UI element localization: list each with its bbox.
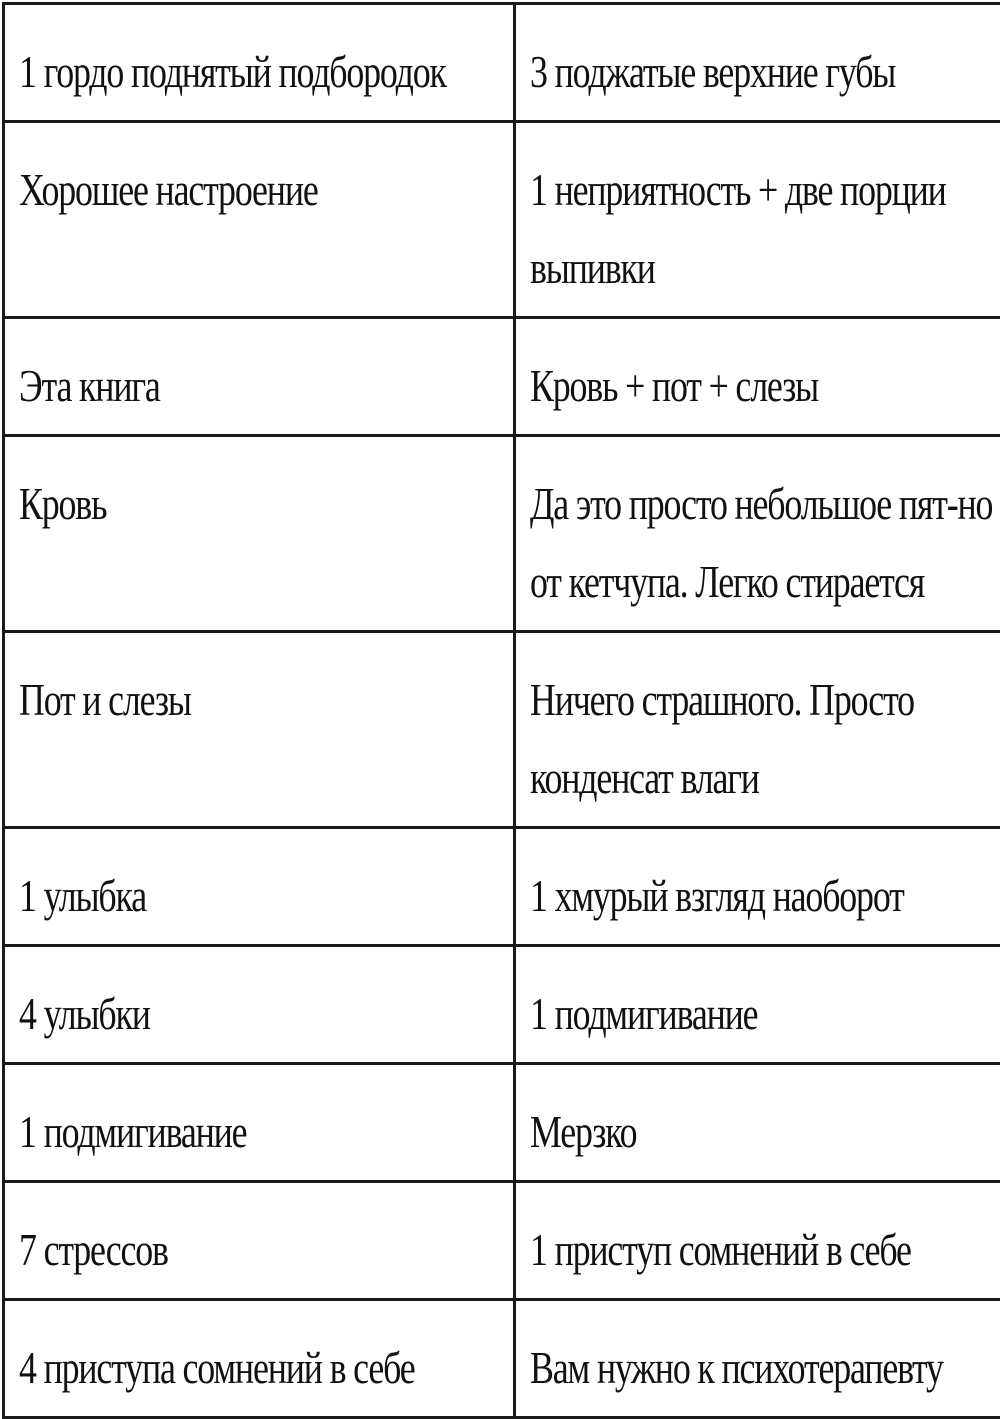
table-cell-left xyxy=(4,122,515,318)
cell-text: 1 подмигивание xyxy=(530,975,1000,1053)
cell-text: Кровь + пот + слезы xyxy=(530,347,1000,425)
table-row xyxy=(4,828,1000,946)
cell-text: Кровь xyxy=(19,465,498,543)
table-cell-left xyxy=(4,828,515,946)
table-cell-right xyxy=(515,1182,1000,1300)
cell-text: Эта книга xyxy=(19,347,498,425)
cell-text: Пот и слезы xyxy=(19,661,498,739)
table-cell-right xyxy=(515,1300,1000,1418)
cell-text: 1 хмурый взгляд наоборот xyxy=(530,857,1000,935)
table-row xyxy=(4,632,1000,828)
table-cell-left xyxy=(4,1064,515,1182)
table-cell-right xyxy=(515,436,1000,632)
cell-text: Ничего страшного. Просто конденсат влаги xyxy=(530,661,1000,817)
table-cell-left xyxy=(4,318,515,436)
cell-text: 1 неприятность + две порции выпивки xyxy=(530,151,1000,307)
table-row xyxy=(4,1182,1000,1300)
table-cell-right xyxy=(515,828,1000,946)
cell-text: 7 стрессов xyxy=(19,1211,498,1289)
cell-text: 1 приступ сомнений в себе xyxy=(530,1211,1000,1289)
equivalence-table xyxy=(2,2,1000,1419)
table-row xyxy=(4,1064,1000,1182)
table-cell-right xyxy=(515,122,1000,318)
table-cell-left xyxy=(4,632,515,828)
cell-text: Да это просто небольшое пят-но от кетчупа. Легко стирается xyxy=(530,465,1000,621)
table-cell-right xyxy=(515,318,1000,436)
cell-text: 3 поджатые верхние губы xyxy=(530,33,1000,111)
table-cell-left xyxy=(4,4,515,122)
table-row xyxy=(4,122,1000,318)
table-cell-left xyxy=(4,946,515,1064)
cell-text: Хорошее настроение xyxy=(19,151,498,229)
table-row xyxy=(4,1300,1000,1418)
table-cell-right xyxy=(515,4,1000,122)
table-cell-right xyxy=(515,946,1000,1064)
cell-text: 1 улыбка xyxy=(19,857,498,935)
table-cell-left xyxy=(4,436,515,632)
cell-text: 4 приступа сомнений в себе xyxy=(19,1329,498,1407)
cell-text: Вам нужно к психотерапевту xyxy=(530,1329,1000,1407)
table-row xyxy=(4,4,1000,122)
table-cell-left xyxy=(4,1300,515,1418)
cell-text: 4 улыбки xyxy=(19,975,498,1053)
table-cell-left xyxy=(4,1182,515,1300)
cell-text: 1 гордо поднятый подбородок xyxy=(19,33,498,111)
table-row xyxy=(4,436,1000,632)
table-row xyxy=(4,318,1000,436)
table-row xyxy=(4,946,1000,1064)
cell-text: Мерзко xyxy=(530,1093,1000,1171)
table-cell-right xyxy=(515,1064,1000,1182)
table-cell-right xyxy=(515,632,1000,828)
cell-text: 1 подмигивание xyxy=(19,1093,498,1171)
